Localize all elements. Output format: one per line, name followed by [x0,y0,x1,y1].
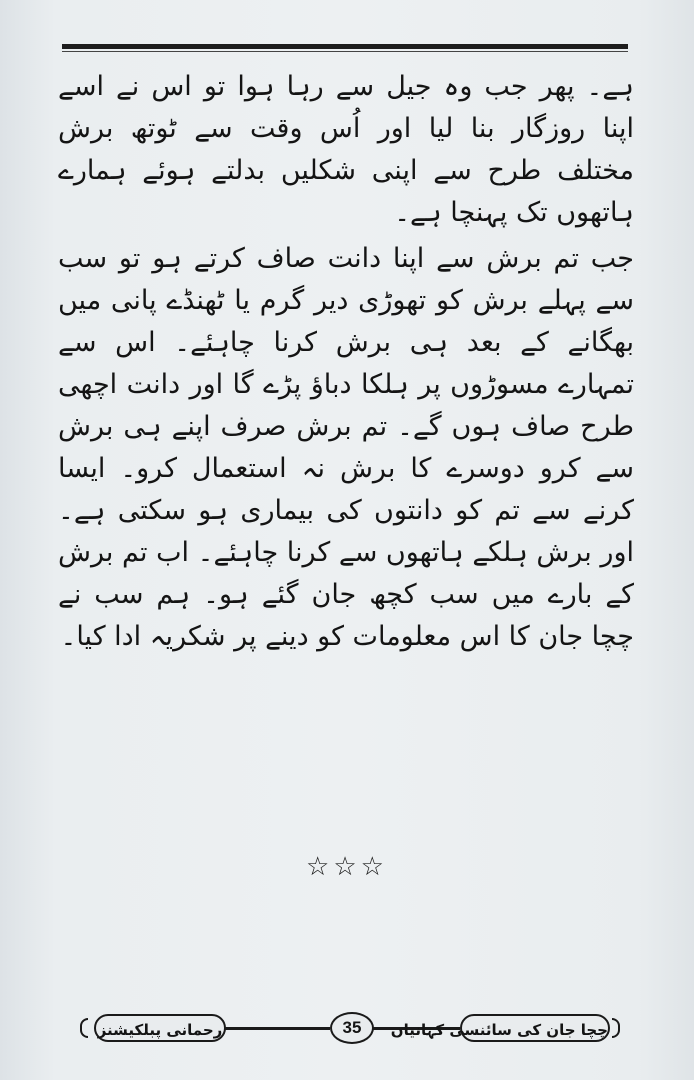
page-footer [66,1012,634,1046]
header-rule [62,44,628,53]
header-rule-thin [62,51,628,52]
page-number: 35 [330,1012,374,1044]
paragraph-1: ہے۔ پھر جب وہ جیل سے رہا ہوا تو اس نے اسے اپنا روزگار بنا لیا اور اُس وقت سے ٹوتھ برش مختلف طرح سے اپنی شکلیں بدلتے ہوئے ہمارے ہاتھوں تک پہنچا ہے۔ [58,71,634,228]
body-text [58,66,634,658]
footer-left-cap [80,1018,88,1038]
header-rule-thick [62,44,628,49]
paragraph-2: جب تم برش سے اپنا دانت صاف کرتے ہو تو سب سے پہلے برش کو تھوڑی دیر گرم یا ٹھنڈے پانی میں بھگانے کے بعد ہی برش کرنا چاہئے۔ اس سے تمہارے مسوڑوں پر ہلکا دباؤ پڑے گا اور دانت اچھی طرح صاف ہوں گے۔ تم برش صرف اپنے ہی برش سے کرو دوسرے کا برش نہ استعمال کرو۔ ایسا کرنے سے تم کو دانتوں کی بیماری ہو سکتی ہے۔ اور برش ہلکے ہاتھوں سے کرنا چاہئے۔ اب تم برش کے بارے میں سب کچھ جان گئے ہو۔ ہم سب نے چچا جان کا اس معلومات کو دینے پر شکریہ ادا کیا۔ [58,243,634,652]
book-title-label: چچا جان کی سائنسی کہانیاں [460,1014,610,1042]
section-end-ornament: ☆☆☆ [306,852,388,882]
footer-right-cap [612,1018,620,1038]
publisher-label: رحمانی پبلکیشنز [94,1014,226,1042]
footer-rule-left [224,1027,330,1030]
